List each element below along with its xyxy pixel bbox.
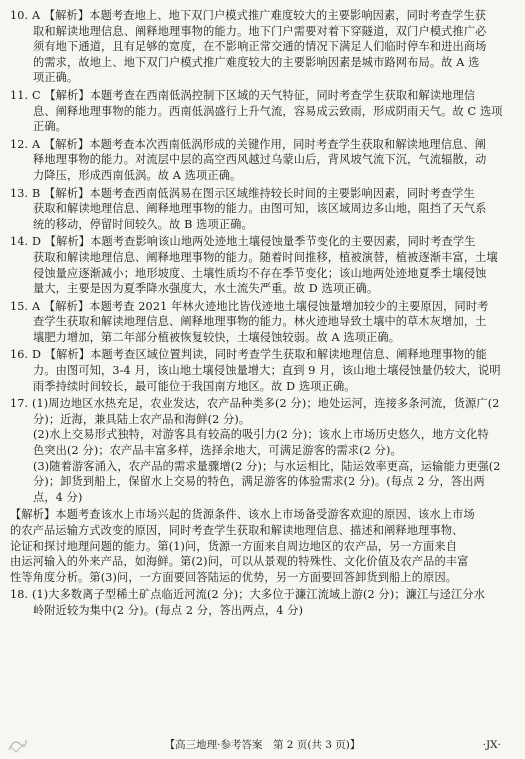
page-footer xyxy=(0,735,525,755)
answer-line: 16. D 【解析】本题考查区域位置判读，同时考查学生获取和解读地理信息、阐释地理事物的能 xyxy=(10,348,487,362)
answer-line: 12. A 【解析】本题考查本次西南低涡形成的关键作用，同时考查学生获取和解读地理信息、阐 xyxy=(10,137,487,151)
answer-line: 色突出(2 分)；农产品丰富多样，选择余地大，可满足游客的需求(2 分)。 xyxy=(33,444,402,458)
answer-item xyxy=(10,234,515,296)
answer-line: 11. C 【解析】本题考查在西南低涡控制下区域的天气特征，同时考查学生获取和解读地理信 xyxy=(10,88,476,102)
answer-line: 量大，主要是因为夏季降水强度大，水土流失严重。故 D 选项正确。 xyxy=(33,282,379,296)
answer-line: 由运河输入的外来产品，如海鲜。第(2)问，可以从景观的特殊性、文化价值及农产品的丰富 xyxy=(10,555,469,569)
answer-line: 获取和解读地理信息、阐释地理事物的能力。由图可知，该区域周边多山地，阻挡了天气系 xyxy=(33,202,487,216)
answer-line: 13. B 【解析】本题考查西南低涡易在图示区域维持较长时间的主要影响因素，同时考查学生 xyxy=(10,186,475,200)
answer-line: 侵蚀量应逐渐减小；地形坡度、土壤性质均不存在季节变化；该山地两处迹地夏季土壤侵蚀 xyxy=(33,266,487,280)
answer-line: 18. (1)大多数离子型稀土矿点临近河流(2 分)；大多位于濂江流域上游(2 分)；濂江与迳江分水 xyxy=(10,588,486,602)
answer-line: 的农产品运输方式改变的原因，同时考查学生获取和解读地理信息、描述和阐释地理事物、 xyxy=(10,524,464,537)
answer-line: 点，4 分) xyxy=(33,490,83,504)
answer-line: 10. A 【解析】本题考查地上、地下双门户模式推广难度较大的主要影响因素，同时考查学生获 xyxy=(10,9,487,22)
answer-line: 14. D 【解析】本题考查影响该山地两处迹地土壤侵蚀量季节变化的主要因素，同时考查学生 xyxy=(10,235,476,249)
answer-item xyxy=(10,8,515,86)
answer-item xyxy=(10,137,515,184)
answer-line: 统的移动，停留时间较久。故 B 选项正确。 xyxy=(33,217,253,231)
answer-item xyxy=(10,396,515,505)
answer-line: 的需求，故地上、地下双门户模式推广难度较大的主要影响因素是城市路网布局。故 A 选 xyxy=(33,55,480,69)
answer-line: 论证和探讨地理问题的能力。第(1)问，货源一方面来自周边地区的农产品，另一方面来自 xyxy=(10,539,458,553)
answer-item xyxy=(10,299,515,346)
answer-content xyxy=(10,8,515,621)
answer-line: 释地理事物的能力。对流层中层的高空西风越过乌蒙山后，背风坡气流下沉，气流辐散，动 xyxy=(33,153,487,167)
answer-item xyxy=(10,587,515,618)
answer-line: 力降压，形成西南低涡。故 A 选项正确。 xyxy=(33,168,242,182)
answer-line: 息、阐释地理事物的能力。西南低涡盛行上升气流，容易成云致雨，形成阴雨天气。故 C 选项 xyxy=(33,104,503,118)
footer-page-label: 【高三地理·参考答案 第 2 页(共 3 页)】 xyxy=(164,739,361,751)
answer-line: 正确。 xyxy=(33,120,68,134)
answer-line: 分)；近海，兼具陆上农产品和海鲜(2 分)。 xyxy=(33,412,251,426)
answer-line: 岭附近较为集中(2 分)。(每点 2 分，答出两点，4 分) xyxy=(33,603,304,617)
answer-item xyxy=(10,507,515,585)
answer-line: 获取和解读地理信息、阐释地理事物的能力。随着时间推移，植被演替，植被逐渐丰富，土壤 xyxy=(33,250,498,264)
answer-line: 17. (1)周边地区水热充足，农业发达，农产品种类多(2 分)；地处运河，连接多条河流，货源广(2 xyxy=(10,397,500,411)
answer-line: 查学生获取和解读地理信息、阐释地理事物的能力。林火迹地导致土壤中的草木灰增加，土 xyxy=(33,315,487,329)
answer-line: 分)；卸货到船上，保留水上交易的特色，满足游客的体验需求(2 分)。(每点 2 分，答出两 xyxy=(33,475,485,489)
footer-region-code: ·JX· xyxy=(482,739,501,751)
answer-line: 性等角度分析。第(3)问，一方面要回答陆运的优势，另一方面要回答卸货到船上的原因。 xyxy=(10,570,458,584)
answer-line: 须有地下通道，且有足够的宽度，在不影响正常交通的情况下满足人们临时停车和进出商场 xyxy=(33,40,487,54)
answer-item xyxy=(10,347,515,394)
answer-line: (2)水上交易形式独特，对游客具有较高的吸引力(2 分)；该水上市场历史悠久，地方文化特 xyxy=(33,428,489,442)
answer-line: 力。由图可知，3-4 月，该山地土壤侵蚀量增大；直到 9 月，该山地土壤侵蚀量仍较大，说明 xyxy=(33,364,501,378)
answer-item xyxy=(10,186,515,233)
answer-line: 取和解读地理信息、阐释地理事物的能力。地下门户需要对着下穿隧道，双门户模式推广必 xyxy=(33,24,487,38)
answer-line: 15. A 【解析】本题考查 2021 年林火迹地比皆伐迹地土壤侵蚀量增加较少的主要原因，同时考 xyxy=(10,299,489,313)
answer-line: 【解析】本题考查该水上市场兴起的货源条件、该水上市场备受游客欢迎的原因、该水上市场 xyxy=(10,508,475,522)
answer-line: 雨季持续时间较长，最可能位于我国南方地区。故 D 选项正确。 xyxy=(33,379,356,393)
answer-line: 壤肥力增加，第二年部分植被恢复较快，土壤侵蚀较弱。故 A 选项正确。 xyxy=(33,330,401,344)
answer-line: (3)随着游客涌入，农产品的需求量骤增(2 分)；与水运相比，陆运效率更高，运输能力更强(2 xyxy=(33,459,501,473)
answer-item xyxy=(10,88,515,135)
answer-line: 项正确。 xyxy=(33,71,79,85)
